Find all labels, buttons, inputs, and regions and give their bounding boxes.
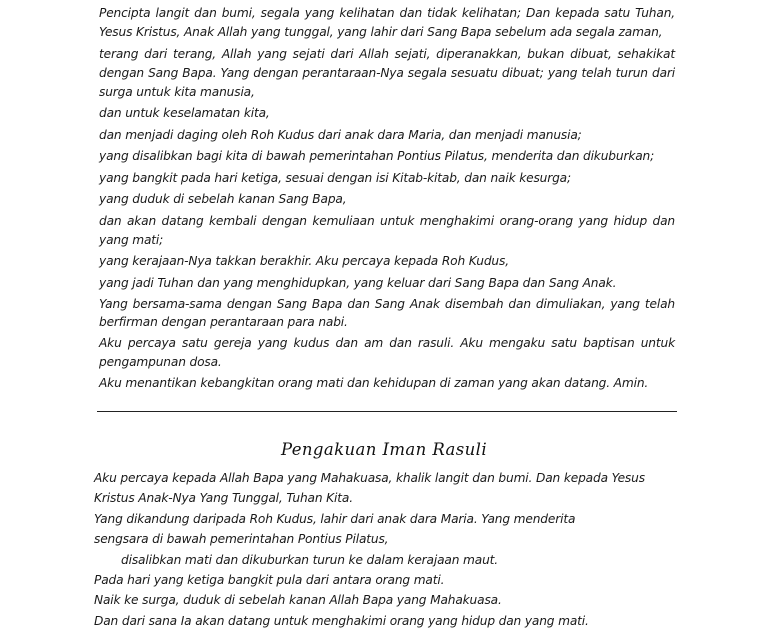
- creed-line: Yang dikandung daripada Roh Kudus, lahir dari anak dara Maria. Yang menderita: [94, 511, 576, 526]
- creed-paragraph: yang bangkit pada hari ketiga, sesuai dengan isi Kitab-kitab, dan naik kesurga;: [99, 170, 571, 185]
- creed-line: disalibkan mati dan dikuburkan turun ke dalam kerajaan maut.: [121, 552, 499, 567]
- creed-line: Kristus Anak-Nya Yang Tunggal, Tuhan Kita.: [94, 491, 353, 506]
- creed-paragraph: terang dari terang, Allah yang sejati dari Allah sejati, diperanakkan, bukan dibuat, sehakikat dengan Sang Bapa. Yang dengan perantaraan-Nya segala sesuatu dibuat; yang telah turun dari surga untuk kita manusia,: [99, 46, 675, 99]
- creed-line: Naik ke surga, duduk di sebelah kanan Allah Bapa yang Mahakuasa.: [94, 593, 502, 608]
- section-divider: [97, 411, 677, 412]
- creed-paragraph: yang kerajaan-Nya takkan berakhir. Aku percaya kepada Roh Kudus,: [99, 254, 509, 268]
- creed-line: Dan dari sana Ia akan datang untuk menghakimi orang yang hidup dan yang mati.: [94, 613, 589, 628]
- creed-paragraph: Pencipta langit dan bumi, segala yang kelihatan dan tidak kelihatan; Dan kepada satu Tuhan, Yesus Kristus, Anak Allah yang tunggal, yang lahir dari Sang Bapa sebelum ada segala zaman,: [99, 6, 675, 39]
- creed-paragraph: yang disalibkan bagi kita di bawah pemerintahan Pontius Pilatus, menderita dan dikuburkan;: [99, 149, 655, 163]
- creed-paragraph: dan untuk keselamatan kita,: [99, 106, 270, 120]
- creed-line: Pada hari yang ketiga bangkit pula dari antara orang mati.: [94, 573, 445, 588]
- creed-line: Aku percaya kepada Allah Bapa yang Mahakuasa, khalik langit dan bumi. Dan kepada Yesus: [94, 471, 645, 485]
- section-heading: Pengakuan Iman Rasuli: [280, 440, 488, 459]
- creed-paragraph: yang jadi Tuhan dan yang menghidupkan, yang keluar dari Sang Bapa dan Sang Anak.: [99, 275, 617, 290]
- creed-paragraph: Aku percaya satu gereja yang kudus dan am dan rasuli. Aku mengaku satu baptisan untuk pengampunan dosa.: [99, 335, 675, 369]
- creed-line: sengsara di bawah pemerintahan Pontius Pilatus,: [94, 532, 389, 547]
- creed-paragraph: dan menjadi daging oleh Roh Kudus dari anak dara Maria, dan menjadi manusia;: [99, 127, 582, 142]
- apostles-creed-text: [94, 468, 694, 630]
- creed-paragraph: Yang bersama-sama dengan Sang Bapa dan Sang Anak disembah dan dimuliakan, yang telah berfirman dengan perantaraan para nabi.: [99, 297, 675, 329]
- nicene-creed-text: [99, 4, 675, 396]
- creed-paragraph: Aku menantikan kebangkitan orang mati dan kehidupan di zaman yang akan datang. Amin.: [99, 376, 649, 390]
- creed-paragraph: dan akan datang kembali dengan kemuliaan untuk menghakimi orang-orang yang hidup dan yang mati;: [99, 213, 675, 247]
- creed-paragraph: yang duduk di sebelah kanan Sang Bapa,: [99, 192, 347, 206]
